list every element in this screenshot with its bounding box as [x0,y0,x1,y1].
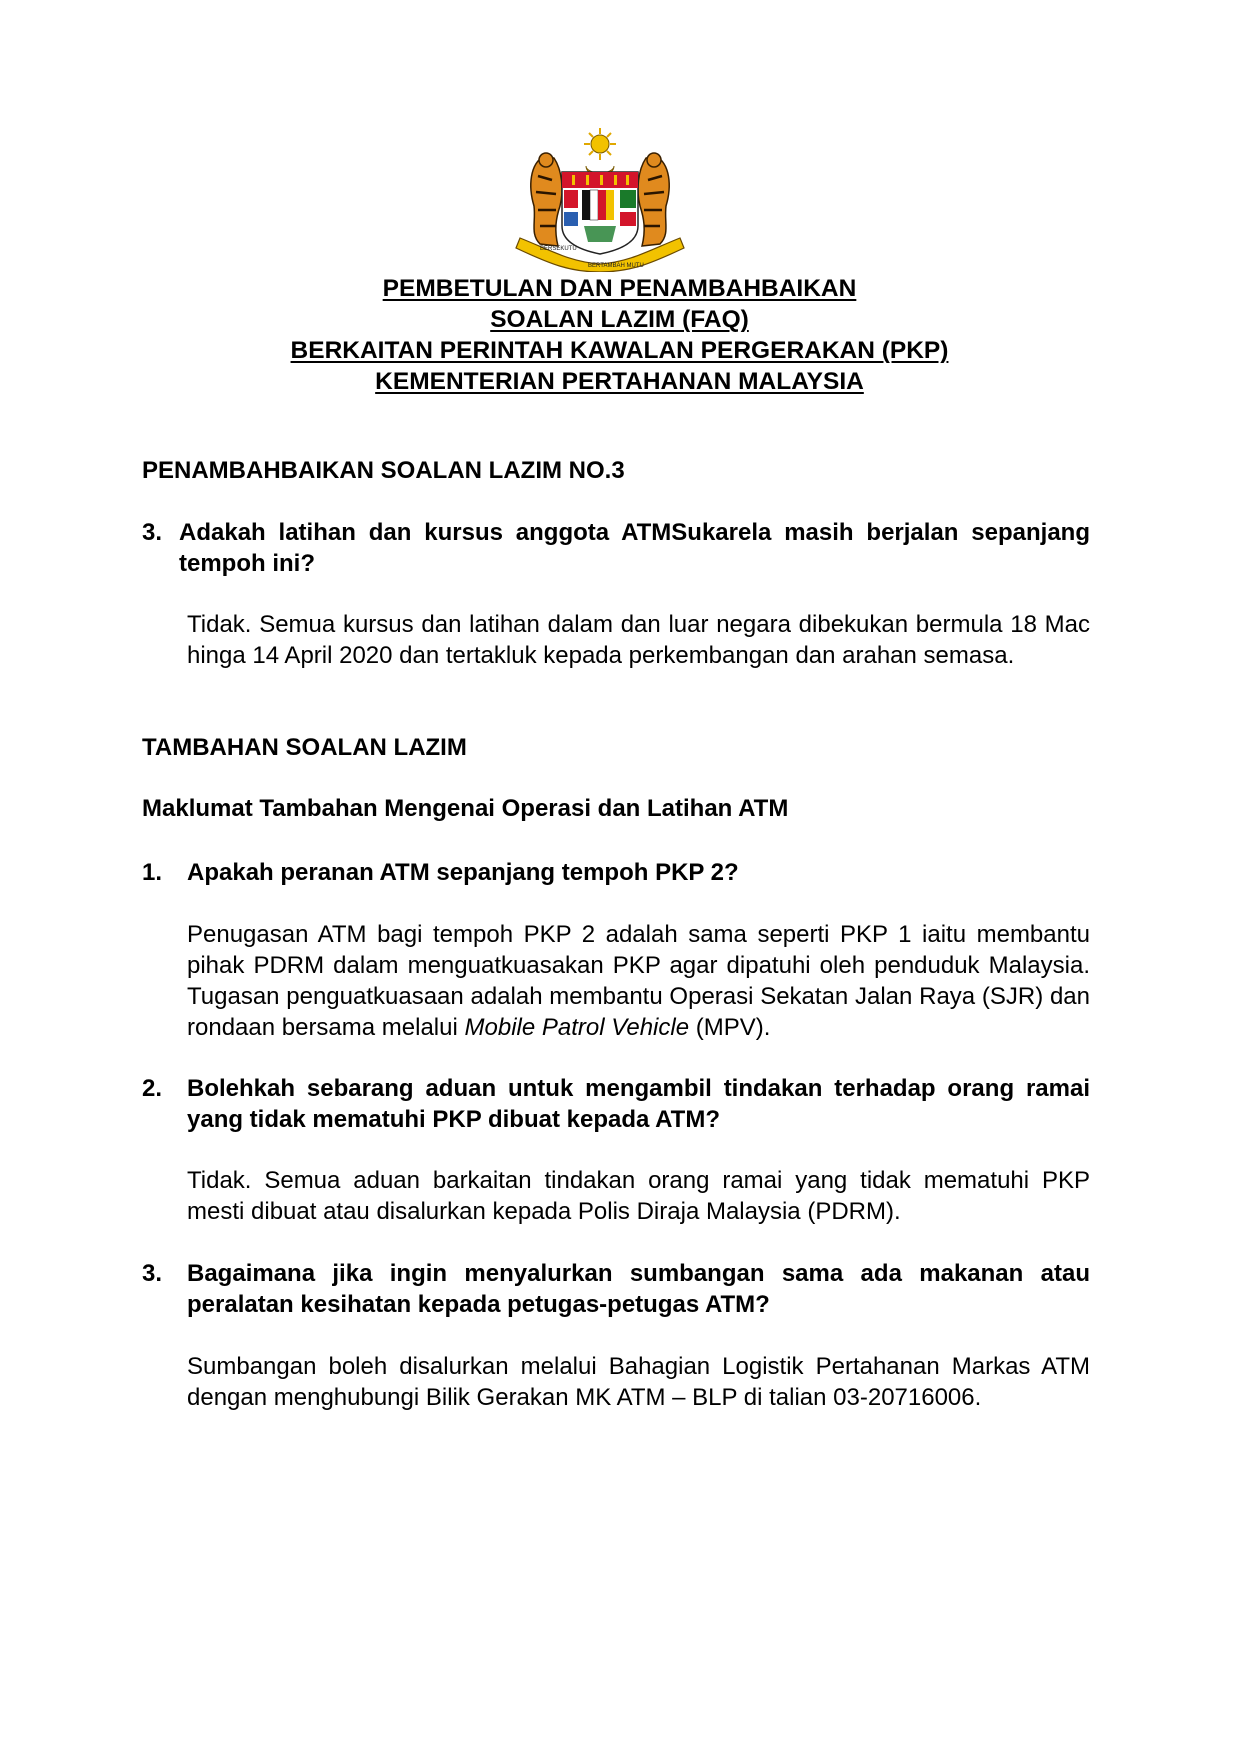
title-line-2: SOALAN LAZIM (FAQ) [490,306,749,333]
question-text: Bolehkah sebarang aduan untuk mengambil tindakan terhadap orang ramai yang tidak mematuhi PKP dibuat kepada ATM? [187,1075,1090,1133]
answer-text-end: (MPV). [689,1014,771,1041]
title-line-3: BERKAITAN PERINTAH KAWALAN PERGERAKAN (PKP) [290,337,949,364]
question-text: Adakah latihan dan kursus anggota ATMSukarela masih berjalan sepanjang tempoh ini? [179,519,1090,577]
question-number: 3. [142,1260,163,1287]
question-2 [142,1073,1090,1135]
question-text: Bagaimana jika ingin menyalurkan sumbangan sama ada makanan atau peralatan kesihatan kepada petugas-petugas ATM? [187,1260,1090,1318]
motto-right: BERTAMBAH MUTU [588,263,644,269]
question-number: 2. [142,1075,163,1102]
answer-italic-term: Mobile Patrol Vehicle [464,1014,690,1041]
section-heading-additional: TAMBAHAN SOALAN LAZIM [142,734,467,761]
answer-3: Sumbangan boleh disalurkan melalui Bahagian Logistik Pertahanan Markas ATM dengan menghubungi Bilik Gerakan MK ATM – BLP di talian 03-20716006. [187,1353,1090,1411]
question-3 [142,1258,1090,1320]
motto-left: BERSEKUTU [540,246,577,252]
answer-text: Penugasan ATM bagi tempoh PKP 2 adalah sama seperti PKP 1 iaitu membantu pihak PDRM dalam menguatkuasakan PKP agar dipatuhi oleh penduduk Malaysia. Tugasan penguatkuasaan adalah membantu Operasi Sekatan Jalan Raya (SJR) dan rondaan bersama melalui [187,921,1090,1041]
title-line-1: PEMBETULAN DAN PENAMBAHBAIKAN [382,275,857,302]
document-title [0,273,1239,397]
answer-2: Tidak. Semua aduan barkaitan tindakan orang ramai yang tidak mematuhi PKP mesti dibuat atau disalurkan kepada Polis Diraja Malaysia (PDRM). [187,1167,1090,1225]
question-improved-3 [142,517,1090,579]
question-text: Apakah peranan ATM sepanjang tempoh PKP 2? [187,859,739,886]
coat-of-arms-emblem [500,126,700,272]
answer-1 [187,919,1090,1043]
answer-improved-3: Tidak. Semua kursus dan latihan dalam dan luar negara dibekukan bermula 18 Mac hinga 14 April 2020 dan tertakluk kepada perkembangan dan arahan semasa. [187,611,1090,669]
section-heading-improvement: PENAMBAHBAIKAN SOALAN LAZIM NO.3 [142,457,625,484]
question-number: 1. [142,859,163,886]
subheading-operations: Maklumat Tambahan Mengenai Operasi dan Latihan ATM [142,795,789,822]
question-number: 3. [142,519,163,546]
question-1 [142,857,1090,888]
title-line-4: KEMENTERIAN PERTAHANAN MALAYSIA [375,368,864,395]
